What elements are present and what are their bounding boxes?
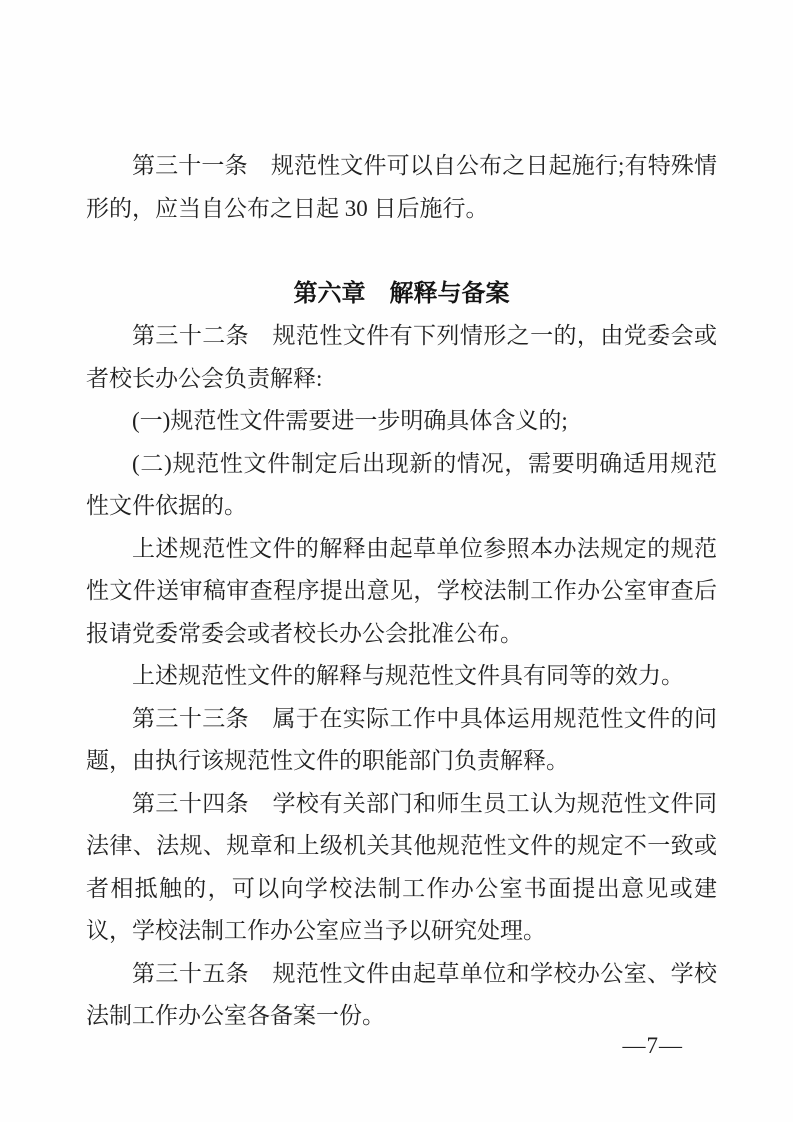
paragraph-equal-effect: 上述规范性文件的解释与规范性文件具有同等的效力。: [132, 663, 684, 688]
article-32: 第三十二条 规范性文件有下列情形之一的，由党委会或者校长办公会负责解释:: [86, 323, 717, 391]
paragraph-interpretation-procedure: 上述规范性文件的解释由起草单位参照本办法规定的规范性文件送审稿审查程序提出意见，学校法制工作办公室审查后报请党委常委会或者校长办公会批准公布。: [86, 535, 717, 646]
article-31: 第三十一条 规范性文件可以自公布之日起施行;有特殊情形的，应当自公布之日起 30 日后施行。: [86, 153, 717, 221]
article-34: 第三十四条 学校有关部门和师生员工认为规范性文件同法律、法规、规章和上级机关其他规范性文件的规定不一致或者相抵触的，可以向学校法制工作办公室书面提出意见或建议，学校法制工作办公室应当予以研究处理。: [86, 790, 717, 943]
article-33: 第三十三条 属于在实际工作中具体运用规范性文件的问题，由执行该规范性文件的职能部门负责解释。: [86, 705, 717, 773]
article-35: 第三十五条 规范性文件由起草单位和学校办公室、学校法制工作办公室各备案一份。: [86, 960, 717, 1028]
document-body: [86, 145, 717, 1038]
chapter-6-heading: 第六章 解释与备案: [293, 279, 510, 307]
list-item-1: (一)规范性文件需要进一步明确具体含义的;: [132, 408, 568, 433]
page-number: —7—: [622, 1033, 683, 1058]
list-item-2: (二)规范性文件制定后出现新的情况，需要明确适用规范性文件依据的。: [86, 450, 717, 518]
